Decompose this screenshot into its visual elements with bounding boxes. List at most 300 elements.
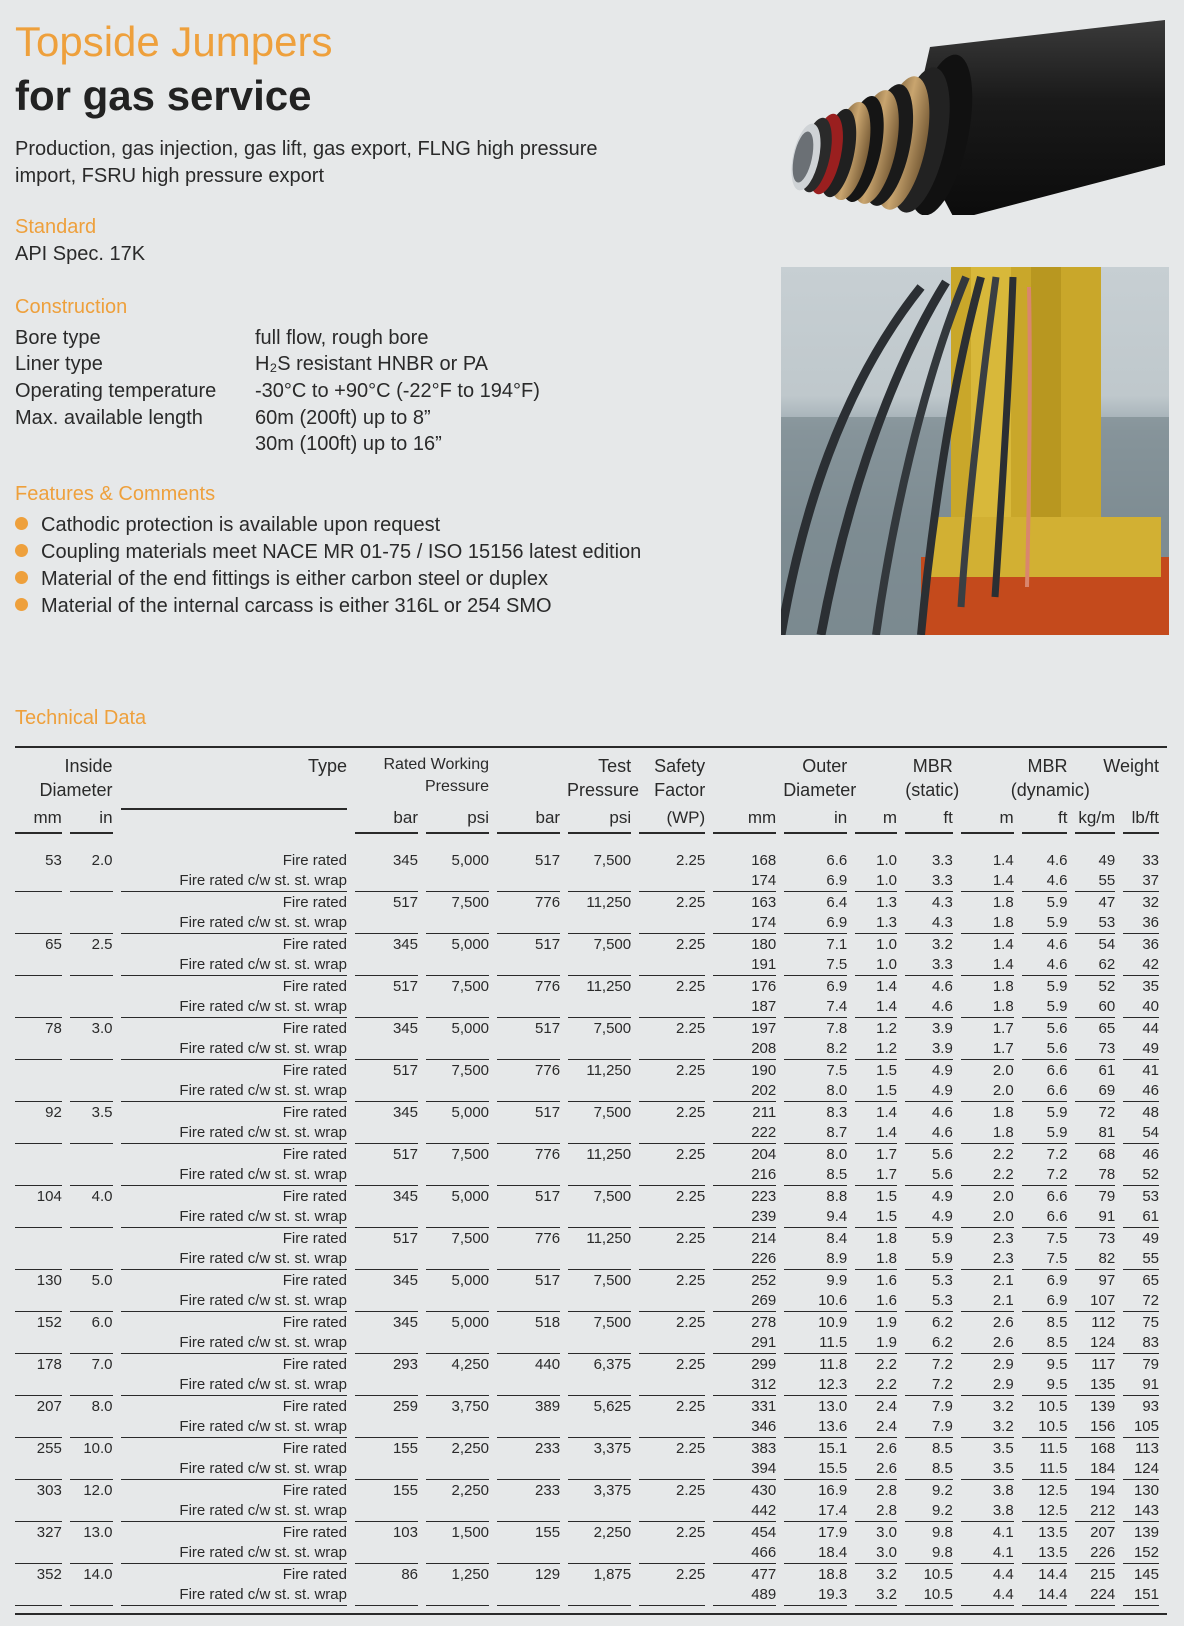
cell-weight-kgm: 156 [1075, 1417, 1123, 1438]
cell-mbr-static-m: 1.0 [876, 852, 897, 869]
cell-id-mm [15, 1501, 70, 1522]
cell-mbr-dynamic-ft: 8.5 [1046, 1314, 1068, 1331]
cell-rwp-psi [426, 1039, 497, 1060]
cell-rwp-psi: 1,250 [451, 1566, 490, 1583]
cell-id-in [70, 976, 121, 997]
table-row [15, 1060, 1167, 1081]
cell-weight-kgm: 69 [1075, 1081, 1123, 1102]
cell-safety-factor [639, 913, 713, 934]
cell-safety-factor: 2.25 [675, 1230, 706, 1247]
cell-type: Fire rated [282, 1524, 347, 1541]
cell-od-in: 8.5 [784, 1165, 855, 1186]
cell-weight-lbft: 32 [1142, 894, 1159, 911]
cell-weight-lbft: 93 [1142, 1398, 1159, 1415]
spec-value: full flow, rough bore [255, 327, 429, 349]
cell-rwp-bar [355, 955, 426, 976]
cell-mbr-static-m: 1.4 [876, 1104, 897, 1121]
spec-value: -30°C to +90°C (-22°F to 194°F) [255, 380, 540, 402]
cell-mbr-dynamic-ft: 11.5 [1039, 1440, 1068, 1457]
cell-rwp-psi [426, 1165, 497, 1186]
cell-id-in [70, 997, 121, 1018]
header-inside-diameter: Inside Diameter [39, 756, 113, 800]
table-row [15, 850, 1167, 871]
cell-mbr-dynamic-ft: 5.9 [1046, 894, 1068, 911]
cell-id-mm [15, 1207, 70, 1228]
unit-header-cell: m [961, 806, 1022, 836]
cell-rwp-bar: 345 [392, 1314, 418, 1331]
cell-safety-factor: 2.25 [675, 1272, 706, 1289]
spec-label: Bore type [15, 327, 101, 349]
cell-id-in: 6.0 [91, 1314, 113, 1331]
cell-rwp-bar [355, 1417, 426, 1438]
cell-id-in [70, 1543, 121, 1564]
cell-id-mm [15, 1165, 70, 1186]
cell-weight-kgm: 215 [1090, 1566, 1116, 1583]
header-safety-factor: Safety Factor [654, 756, 706, 800]
cell-id-mm [15, 1249, 70, 1270]
cell-mbr-dynamic-ft: 4.6 [1046, 852, 1068, 869]
cell-id-in [70, 892, 121, 913]
cell-id-in: 14.0 [83, 1566, 113, 1583]
cell-od-in: 6.9 [784, 913, 855, 934]
cell-weight-lbft: 52 [1123, 1165, 1167, 1186]
table-row [15, 1186, 1167, 1207]
table-row [15, 997, 1167, 1018]
cell-rwp-bar [355, 1459, 426, 1480]
cell-od-mm: 454 [751, 1524, 777, 1541]
cell-od-in: 8.7 [784, 1123, 855, 1144]
cell-mbr-dynamic-m: 1.4 [992, 936, 1014, 953]
cell-od-mm: 222 [713, 1123, 784, 1144]
cell-od-mm: 190 [751, 1062, 777, 1079]
cell-mbr-static-ft: 5.6 [905, 1165, 961, 1186]
cell-mbr-static-m: 3.2 [876, 1566, 897, 1583]
cell-mbr-dynamic-m: 3.5 [961, 1459, 1022, 1480]
cell-rwp-psi: 7,500 [451, 1230, 490, 1247]
cell-safety-factor: 2.25 [675, 1524, 706, 1541]
cell-tp-bar [497, 1039, 568, 1060]
cell-mbr-static-ft: 3.3 [905, 955, 961, 976]
cell-safety-factor [639, 871, 713, 892]
cell-safety-factor: 2.25 [675, 1104, 706, 1121]
cell-weight-kgm: 81 [1075, 1123, 1123, 1144]
cell-id-in: 8.0 [91, 1398, 113, 1415]
cell-tp-psi [568, 997, 639, 1018]
cell-rwp-psi: 7,500 [451, 1062, 490, 1079]
cell-od-mm: 299 [751, 1356, 777, 1373]
cell-mbr-static-m: 2.6 [855, 1459, 905, 1480]
cell-tp-bar: 776 [535, 1062, 561, 1079]
cell-id-mm [15, 913, 70, 934]
cell-mbr-static-ft: 5.3 [931, 1272, 953, 1289]
cell-safety-factor [639, 1543, 713, 1564]
cell-id-mm [15, 1039, 70, 1060]
bullet-icon [15, 517, 28, 530]
cell-weight-lbft: 36 [1142, 936, 1159, 953]
cell-weight-lbft: 48 [1142, 1104, 1159, 1121]
cell-mbr-dynamic-ft: 4.6 [1022, 871, 1076, 892]
cell-tp-psi [568, 871, 639, 892]
cell-weight-kgm: 212 [1075, 1501, 1123, 1522]
cell-weight-lbft: 139 [1133, 1524, 1159, 1541]
cell-od-in: 17.4 [784, 1501, 855, 1522]
table-row [15, 1354, 1167, 1375]
cell-id-in [70, 1375, 121, 1396]
cell-tp-bar [497, 955, 568, 976]
cell-id-mm [15, 955, 70, 976]
cell-mbr-static-ft: 4.6 [905, 1123, 961, 1144]
cell-weight-lbft: 36 [1123, 913, 1167, 934]
cell-od-in: 9.9 [826, 1272, 848, 1289]
cell-tp-bar: 517 [535, 852, 561, 869]
cell-od-mm: 430 [751, 1482, 777, 1499]
cell-type: Fire rated [282, 1020, 347, 1037]
cell-type: Fire rated c/w st. st. wrap [121, 1585, 355, 1606]
cell-tp-psi [568, 1207, 639, 1228]
cell-mbr-dynamic-m: 2.6 [961, 1333, 1022, 1354]
cell-rwp-bar: 345 [392, 1020, 418, 1037]
cell-weight-kgm: 79 [1098, 1188, 1116, 1205]
cell-mbr-dynamic-ft: 13.5 [1022, 1543, 1076, 1564]
cell-weight-lbft: 41 [1142, 1062, 1159, 1079]
cell-tp-bar [497, 1333, 568, 1354]
cell-od-in: 15.1 [818, 1440, 848, 1457]
cell-mbr-static-ft: 5.6 [931, 1146, 953, 1163]
cell-mbr-static-m: 1.0 [876, 936, 897, 953]
table-row [15, 976, 1167, 997]
cell-weight-kgm: 68 [1098, 1146, 1116, 1163]
cell-mbr-static-ft: 10.5 [905, 1585, 961, 1606]
cell-id-mm [15, 1060, 70, 1081]
cell-mbr-dynamic-ft: 14.4 [1022, 1585, 1076, 1606]
cell-safety-factor [639, 1207, 713, 1228]
cell-mbr-dynamic-m: 3.8 [961, 1501, 1022, 1522]
cell-tp-bar: 776 [535, 1230, 561, 1247]
cell-weight-lbft: 113 [1135, 1440, 1159, 1457]
cell-od-mm: 223 [751, 1188, 777, 1205]
cell-type: Fire rated [282, 1188, 347, 1205]
cell-rwp-psi [426, 1459, 497, 1480]
cell-mbr-dynamic-m: 1.4 [992, 852, 1014, 869]
cell-od-in: 7.4 [784, 997, 855, 1018]
header-test-pressure: Test Pressure [567, 756, 640, 800]
cell-mbr-dynamic-ft: 5.9 [1022, 997, 1076, 1018]
cell-mbr-static-ft: 9.8 [905, 1543, 961, 1564]
cell-id-in: 7.0 [91, 1356, 113, 1373]
cell-mbr-dynamic-ft: 6.9 [1022, 1291, 1076, 1312]
unit-header-cell: lb/ft [1123, 806, 1167, 836]
cell-mbr-static-m: 1.3 [855, 913, 905, 934]
cell-type: Fire rated c/w st. st. wrap [121, 1207, 355, 1228]
unit-header-cell: ft [905, 806, 961, 836]
unit-header-cell: mm [713, 806, 784, 836]
cell-id-mm: 327 [36, 1524, 62, 1541]
cell-rwp-psi: 5,000 [451, 936, 490, 953]
cell-od-in: 18.8 [818, 1566, 848, 1583]
cell-rwp-bar: 345 [392, 1272, 418, 1289]
cell-mbr-dynamic-m: 2.3 [992, 1230, 1014, 1247]
table-row [15, 1543, 1167, 1564]
cell-tp-bar [497, 1459, 568, 1480]
cell-od-mm: 269 [713, 1291, 784, 1312]
cell-tp-bar: 155 [535, 1524, 561, 1541]
cell-type: Fire rated c/w st. st. wrap [121, 1333, 355, 1354]
cell-id-in: 12.0 [83, 1482, 113, 1499]
cell-od-mm: 168 [751, 852, 777, 869]
cell-mbr-dynamic-ft: 4.6 [1046, 936, 1068, 953]
cell-rwp-psi: 5,000 [451, 1272, 490, 1289]
cell-type: Fire rated c/w st. st. wrap [121, 913, 355, 934]
cell-od-in: 12.3 [784, 1375, 855, 1396]
cell-mbr-dynamic-ft: 12.5 [1038, 1482, 1068, 1499]
table-row [15, 1039, 1167, 1060]
cell-mbr-static-m: 1.5 [876, 1062, 897, 1079]
cell-weight-lbft: 44 [1142, 1020, 1159, 1037]
cell-id-mm [15, 1291, 70, 1312]
cell-rwp-bar [355, 1501, 426, 1522]
cell-weight-kgm: 107 [1075, 1291, 1123, 1312]
unit-header-cell: mm [15, 806, 70, 836]
cell-mbr-static-m: 1.5 [855, 1207, 905, 1228]
cell-weight-lbft: 46 [1123, 1081, 1167, 1102]
cell-id-in: 2.5 [91, 936, 113, 953]
cell-rwp-bar: 259 [392, 1398, 418, 1415]
cell-rwp-psi [426, 871, 497, 892]
table-row [15, 1018, 1167, 1039]
cell-tp-psi: 11,250 [586, 978, 632, 995]
cell-id-mm [15, 1417, 70, 1438]
cell-tp-bar [497, 1501, 568, 1522]
cell-tp-psi: 11,250 [586, 1062, 632, 1079]
cell-weight-lbft: 91 [1123, 1375, 1167, 1396]
unit-header-cell: (WP) [639, 806, 713, 836]
cell-mbr-dynamic-ft: 5.9 [1022, 1123, 1076, 1144]
table-row [15, 1081, 1167, 1102]
cell-mbr-dynamic-m: 2.9 [992, 1356, 1014, 1373]
cell-weight-kgm: 124 [1075, 1333, 1123, 1354]
cell-mbr-static-ft: 9.8 [931, 1524, 953, 1541]
cell-id-mm [15, 1144, 70, 1165]
cell-id-in: 3.0 [91, 1020, 113, 1037]
cell-weight-kgm: 224 [1075, 1585, 1123, 1606]
cell-od-in: 10.9 [818, 1314, 848, 1331]
cell-id-in [70, 1291, 121, 1312]
table-row [15, 1228, 1167, 1249]
cell-mbr-dynamic-m: 1.7 [961, 1039, 1022, 1060]
cell-tp-psi: 7,500 [593, 1272, 632, 1289]
table-row [15, 1438, 1167, 1459]
cell-mbr-dynamic-m: 4.4 [961, 1585, 1022, 1606]
table-row [15, 1585, 1167, 1606]
cell-mbr-dynamic-ft: 14.4 [1038, 1566, 1068, 1583]
cell-id-mm: 92 [45, 1104, 62, 1121]
cell-mbr-dynamic-m: 2.1 [961, 1291, 1022, 1312]
cell-weight-lbft: 35 [1142, 978, 1159, 995]
cell-id-in [70, 955, 121, 976]
cell-weight-lbft: 55 [1123, 1249, 1167, 1270]
cell-mbr-dynamic-ft: 10.5 [1038, 1398, 1068, 1415]
cell-od-mm: 208 [713, 1039, 784, 1060]
cell-id-mm: 65 [45, 936, 62, 953]
cell-mbr-dynamic-ft: 7.2 [1046, 1146, 1068, 1163]
cell-mbr-static-ft: 4.3 [905, 913, 961, 934]
cell-od-mm: 216 [713, 1165, 784, 1186]
cell-mbr-dynamic-m: 1.8 [961, 1123, 1022, 1144]
cell-od-mm: 226 [713, 1249, 784, 1270]
cell-rwp-bar [355, 1081, 426, 1102]
cell-od-in: 18.4 [784, 1543, 855, 1564]
spec-value: H₂S resistant HNBR or PA [255, 353, 489, 375]
cell-safety-factor: 2.25 [675, 1482, 706, 1499]
cell-od-in: 7.1 [826, 936, 848, 953]
cell-weight-lbft: 72 [1123, 1291, 1167, 1312]
cell-rwp-bar: 517 [392, 1146, 418, 1163]
cell-id-in [70, 1228, 121, 1249]
cell-weight-kgm: 60 [1075, 997, 1123, 1018]
unit-header-cell: bar [497, 806, 568, 836]
cell-od-in: 11.5 [784, 1333, 855, 1354]
cell-rwp-bar: 345 [392, 852, 418, 869]
cell-weight-kgm: 65 [1098, 1020, 1116, 1037]
cell-rwp-bar: 517 [392, 1230, 418, 1247]
cell-id-mm [15, 976, 70, 997]
table-row [15, 1207, 1167, 1228]
table-row [15, 1375, 1167, 1396]
cell-id-mm: 303 [36, 1482, 62, 1499]
cell-tp-bar: 517 [535, 1020, 561, 1037]
cell-rwp-psi [426, 997, 497, 1018]
cell-type: Fire rated c/w st. st. wrap [121, 871, 355, 892]
cell-od-mm: 346 [713, 1417, 784, 1438]
cell-mbr-static-ft: 4.6 [905, 997, 961, 1018]
table-row [15, 871, 1167, 892]
cell-id-mm: 207 [36, 1398, 62, 1415]
cell-id-in: 10.0 [83, 1440, 113, 1457]
cell-id-mm [15, 997, 70, 1018]
cell-rwp-psi [426, 955, 497, 976]
cell-id-in [70, 1123, 121, 1144]
cell-rwp-bar: 345 [392, 936, 418, 953]
cell-mbr-static-ft: 8.5 [905, 1459, 961, 1480]
cell-od-mm: 180 [751, 936, 777, 953]
cell-od-in: 8.2 [784, 1039, 855, 1060]
technical-data-heading: Technical Data [15, 707, 147, 729]
cell-tp-psi [568, 955, 639, 976]
cell-rwp-bar [355, 1585, 426, 1606]
cell-mbr-dynamic-m: 1.8 [992, 894, 1014, 911]
table-row [15, 1123, 1167, 1144]
cell-od-mm: 174 [713, 913, 784, 934]
cell-tp-psi: 7,500 [593, 936, 632, 953]
cell-rwp-psi: 7,500 [451, 1146, 490, 1163]
cell-tp-bar [497, 1249, 568, 1270]
header-mbr-dynamic: MBR (dynamic) [1010, 756, 1090, 800]
cell-od-mm: 278 [751, 1314, 777, 1331]
cell-mbr-static-m: 1.4 [855, 1123, 905, 1144]
cell-od-mm: 187 [713, 997, 784, 1018]
cell-weight-kgm: 207 [1090, 1524, 1116, 1541]
cell-mbr-static-ft: 8.5 [931, 1440, 953, 1457]
cell-weight-lbft: 130 [1133, 1482, 1159, 1499]
cell-mbr-dynamic-ft: 6.6 [1046, 1188, 1068, 1205]
cell-id-in [70, 1039, 121, 1060]
cell-weight-lbft: 40 [1123, 997, 1167, 1018]
spec-value: 30m (100ft) up to 16” [255, 433, 442, 455]
cell-type: Fire rated [282, 1230, 347, 1247]
cell-safety-factor [639, 1501, 713, 1522]
cell-od-mm: 252 [751, 1272, 777, 1289]
cell-rwp-bar [355, 871, 426, 892]
cell-tp-bar: 517 [535, 936, 561, 953]
cell-mbr-dynamic-ft: 11.5 [1022, 1459, 1076, 1480]
cell-tp-psi [568, 1333, 639, 1354]
table-row [15, 1333, 1167, 1354]
cell-mbr-dynamic-m: 4.4 [992, 1566, 1014, 1583]
cell-mbr-dynamic-m: 2.3 [961, 1249, 1022, 1270]
cell-rwp-psi [426, 1585, 497, 1606]
cell-rwp-psi: 5,000 [451, 1104, 490, 1121]
cell-tp-psi: 5,625 [593, 1398, 632, 1415]
cell-tp-psi [568, 1585, 639, 1606]
cell-mbr-dynamic-ft: 5.6 [1046, 1020, 1068, 1037]
list-item: Material of the internal carcass is either 316L or 254 SMO [15, 593, 552, 620]
cell-type: Fire rated c/w st. st. wrap [121, 1375, 355, 1396]
cell-od-mm: 214 [751, 1230, 777, 1247]
cell-id-mm: 255 [36, 1440, 62, 1457]
cell-mbr-static-ft: 4.9 [931, 1062, 953, 1079]
cell-mbr-static-m: 2.2 [876, 1356, 897, 1373]
cell-rwp-psi [426, 1291, 497, 1312]
table-row [15, 913, 1167, 934]
cell-mbr-dynamic-m: 2.2 [961, 1165, 1022, 1186]
cell-id-mm: 178 [36, 1356, 62, 1373]
cell-rwp-bar: 86 [401, 1566, 418, 1583]
unit-header-cell: kg/m [1075, 806, 1123, 836]
cell-safety-factor: 2.25 [675, 1146, 706, 1163]
table-row [15, 1459, 1167, 1480]
cell-mbr-dynamic-m: 2.0 [961, 1081, 1022, 1102]
cell-type: Fire rated c/w st. st. wrap [121, 1501, 355, 1522]
cell-safety-factor: 2.25 [675, 1020, 706, 1037]
cell-mbr-static-ft: 10.5 [923, 1566, 953, 1583]
cell-mbr-static-ft: 5.3 [905, 1291, 961, 1312]
cell-id-mm: 152 [36, 1314, 62, 1331]
cell-id-in [70, 1501, 121, 1522]
cell-id-mm [15, 1543, 70, 1564]
table-top-rule [15, 746, 1167, 748]
cell-mbr-dynamic-ft: 7.5 [1022, 1249, 1076, 1270]
cell-id-mm: 352 [36, 1566, 62, 1583]
unit-header-cell [121, 806, 355, 836]
cell-type: Fire rated c/w st. st. wrap [121, 1291, 355, 1312]
cell-od-in: 8.8 [826, 1188, 848, 1205]
cell-mbr-static-ft: 3.3 [931, 852, 953, 869]
cell-rwp-psi [426, 1417, 497, 1438]
cell-id-mm [15, 1585, 70, 1606]
cell-type: Fire rated c/w st. st. wrap [121, 1249, 355, 1270]
cell-safety-factor [639, 1417, 713, 1438]
cell-type: Fire rated [282, 1356, 347, 1373]
cell-id-mm [15, 1123, 70, 1144]
cell-weight-lbft: 42 [1123, 955, 1167, 976]
cell-weight-kgm: 52 [1098, 978, 1116, 995]
cell-safety-factor: 2.25 [675, 1566, 706, 1583]
cell-type: Fire rated [282, 1566, 347, 1583]
cell-type: Fire rated [282, 1146, 347, 1163]
cell-rwp-bar [355, 1333, 426, 1354]
table-row [15, 1291, 1167, 1312]
cell-od-in: 13.0 [818, 1398, 848, 1415]
